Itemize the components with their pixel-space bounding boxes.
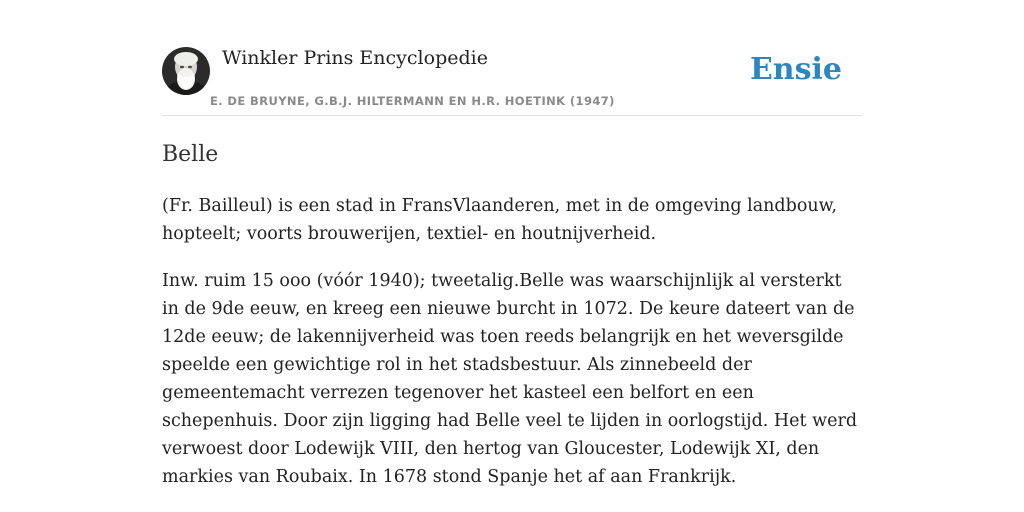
author-portrait-image <box>162 47 210 95</box>
entry-title: Belle <box>162 142 219 167</box>
entry-paragraph: (Fr. Bailleul) is een stad in FransVlaanderen, met in de omgeving landbouw, hopteelt; voorts brouwerijen, textiel- en houtnijverheid. <box>162 196 838 244</box>
ensie-logo-link[interactable]: Ensie <box>749 52 842 87</box>
entry-paragraph: Inw. ruim 15 ooo (vóór 1940); tweetalig.Belle was waarschijnlijk al versterkt in de 9de eeuw, en kreeg een nieuwe burcht in 1072. De keure dateert van de 12de eeuw; de lakennijverheid was toen reeds belangrijk en het weversgilde speelde een gewichtige rol in het stadsbestuur. Als zinnebeeld der gemeentemacht verrezen tegenover het kasteel een belfort en een schepenhuis. Door zijn ligging had Belle veel te lijden in oorlogstijd. Het werd verwoest door Lodewijk VIII, den hertog van Gloucester, Lodewijk XI, den markies van Roubaix. In 1678 stond Spanje het af aan Frankrijk. <box>162 271 858 487</box>
publication-header <box>162 0 862 116</box>
content-container <box>162 0 862 487</box>
publication-authors: E. DE BRUYNE, G.B.J. HILTERMANN EN H.R. HOETINK (1947) <box>210 94 615 108</box>
author-avatar[interactable] <box>162 47 210 95</box>
entry-body <box>162 192 862 510</box>
publication-title[interactable]: Winkler Prins Encyclopedie <box>222 47 488 69</box>
